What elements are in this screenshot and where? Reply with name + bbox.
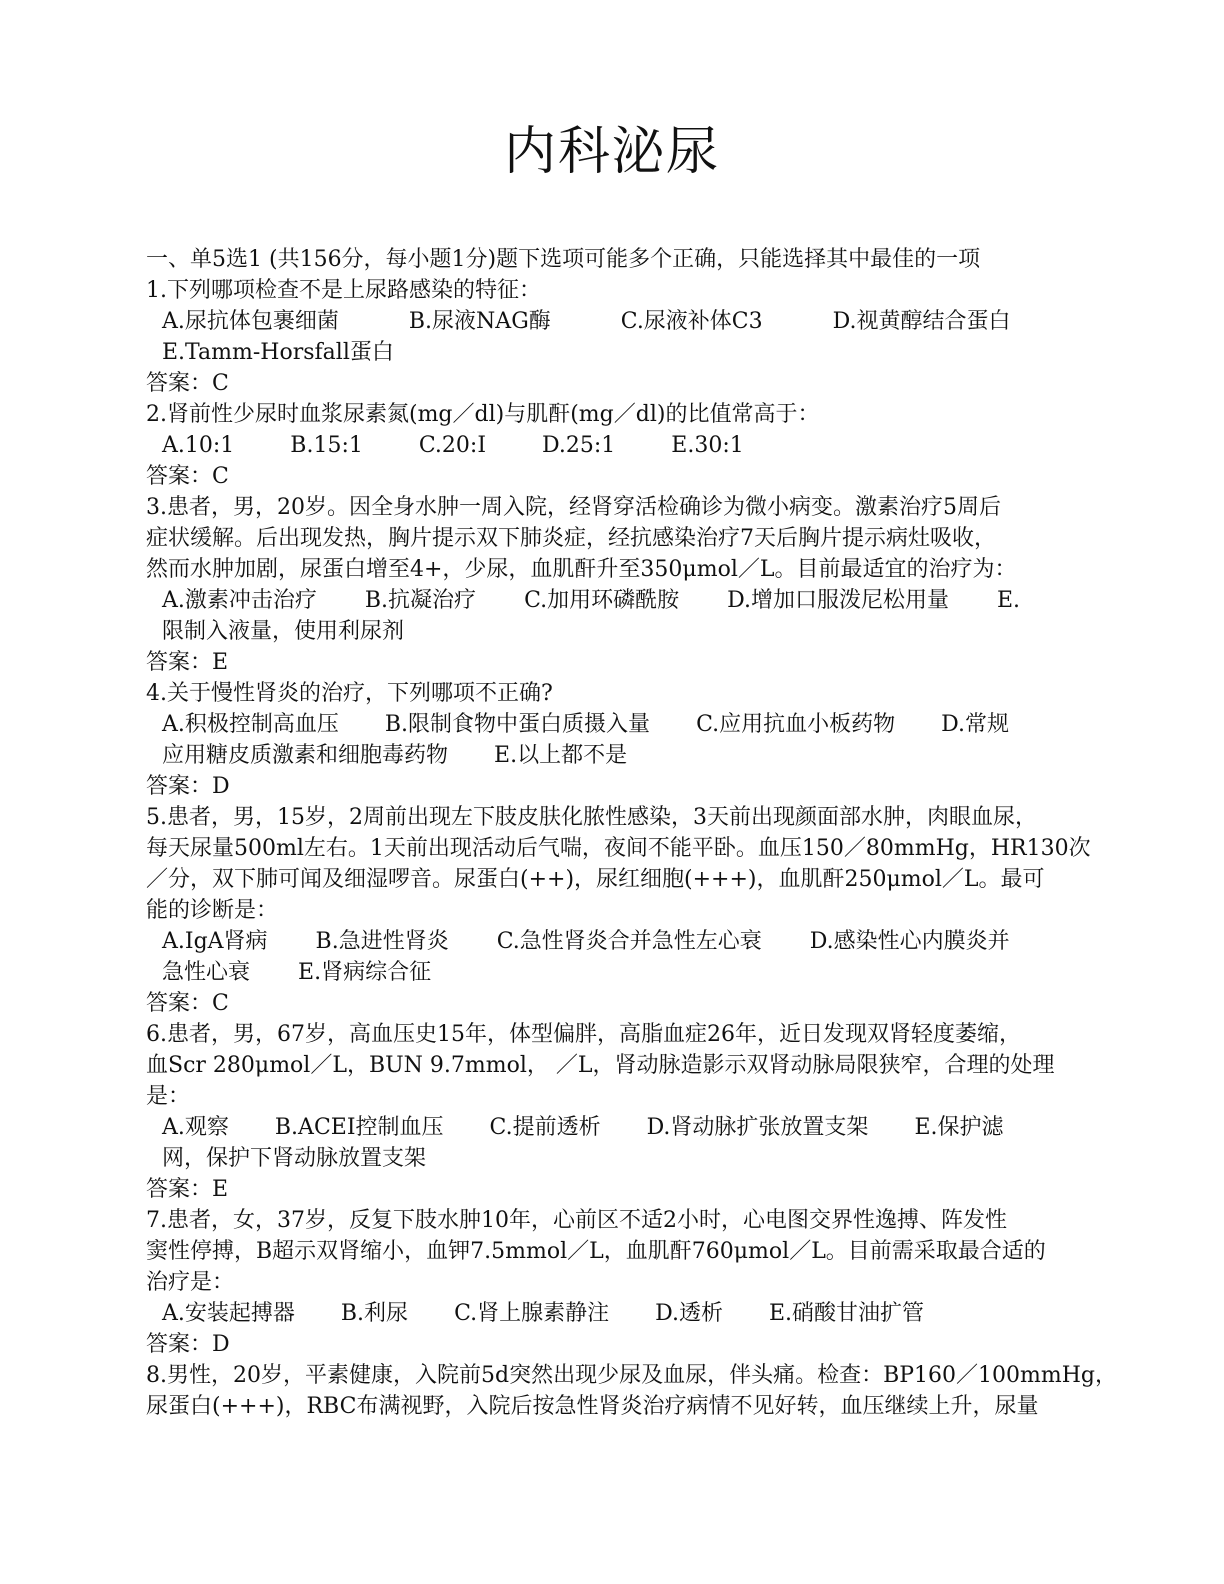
answer-option: E.肾病综合征 (298, 960, 432, 985)
question-stem-line: 6.患者，男，67岁，高血压史15年，体型偏胖，高脂血症26年，近日发现双肾轻度萎缩， (146, 1022, 1021, 1047)
options-line (146, 1112, 1076, 1143)
question-stem-line: 7.患者，女，37岁，反复下肢水肿10年，心前区不适2小时，心电图交界性逸搏、阵发性 (146, 1208, 1007, 1233)
answer-option: A.10:1 (162, 433, 235, 458)
answer-option: D.增加口服泼尼松用量 (727, 588, 949, 613)
answer-option: B.急进性肾炎 (315, 929, 449, 954)
answer-option: B.利尿 (340, 1301, 409, 1326)
options-line (146, 709, 1076, 740)
answer-option: B.抗凝治疗 (364, 588, 477, 613)
answer-option: A.安装起搏器 (162, 1301, 295, 1326)
answer-option: B.15:1 (290, 433, 363, 458)
answer-option: B.限制食物中蛋白质摄入量 (384, 712, 651, 737)
answer-option: E. (996, 588, 1021, 613)
options-line (146, 337, 1076, 368)
section-header: 一、单5选1 (共156分，每小题1分)题下选项可能多个正确，只能选择其中最佳的一项 (146, 247, 981, 272)
answer-option: E.以上都不是 (494, 743, 628, 768)
answer-option: A.积极控制高血压 (162, 712, 339, 737)
answer-option: A.IgA肾病 (162, 929, 268, 954)
answer-line: 答案：E (146, 1177, 229, 1202)
question-stem-line: 症状缓解。后出现发热，胸片提示双下肺炎症，经抗感染治疗7天后胸片提示病灶吸收， (146, 526, 996, 551)
options-line (146, 1298, 1076, 1329)
answer-option: E.Tamm-Horsfall蛋白 (162, 340, 394, 365)
answer-option: 限制入液量，使用利尿剂 (162, 619, 405, 644)
answer-option: 急性心衰 (162, 960, 251, 985)
answer-option: A.尿抗体包裹细菌 (162, 309, 339, 334)
answer-option: C.20:I (418, 433, 487, 458)
question-stem-line: ／分，双下肺可闻及细湿啰音。尿蛋白(++)，尿红细胞(+++)，血肌酐250μmol／L。最可 (146, 867, 1045, 892)
question-stem-line: 然而水肿加剧，尿蛋白增至4+，少尿，血肌酐升至350μmol／L。目前最适宜的治疗为： (146, 557, 1017, 582)
question-stem-line: 5.患者，男，15岁，2周前出现左下肢皮肤化脓性感染，3天前出现颜面部水肿，肉眼血尿， (146, 805, 1037, 830)
question-stem-line: 是： (146, 1084, 191, 1109)
document-title: 内科泌尿 (503, 122, 720, 182)
answer-option: E.30:1 (671, 433, 744, 458)
question-block (146, 399, 1076, 492)
question-stem-line: 血Scr 280μmol／L，BUN 9.7mmol， ／L，肾动脉造影示双肾动脉局限狭窄，合理的处理 (146, 1053, 1055, 1078)
question-stem-line: 窦性停搏，B超示双肾缩小，血钾7.5mmol／L，血肌酐760μmol／L。目前需采取最合适的 (146, 1239, 1046, 1264)
answer-option: C.提前透析 (489, 1115, 601, 1140)
answer-option: C.尿液补体C3 (620, 309, 763, 334)
answer-option: D.视黄醇结合蛋白 (832, 309, 1011, 334)
answer-option: 应用糖皮质激素和细胞毒药物 (162, 743, 449, 768)
answer-line: 答案：D (146, 1332, 230, 1357)
answer-option: C.应用抗血小板药物 (696, 712, 896, 737)
question-block (146, 678, 1076, 802)
options-line (146, 926, 1076, 957)
question-stem-line: 能的诊断是： (146, 898, 279, 923)
options-line (146, 616, 1076, 647)
answer-option: A.激素冲击治疗 (162, 588, 317, 613)
question-stem-line: 8.男性，20岁，平素健康，入院前5d突然出现少尿及血尿，伴头痛。检查：BP160／100mmHg， (146, 1363, 1118, 1388)
options-line (146, 740, 1076, 771)
answer-option: E.保护滤 (914, 1115, 1004, 1140)
answer-line: 答案：C (146, 371, 229, 396)
question-block (146, 492, 1076, 678)
answer-option: C.急性肾炎合并急性左心衰 (496, 929, 762, 954)
answer-option: A.观察 (162, 1115, 229, 1140)
answer-option: E.硝酸甘油扩管 (768, 1301, 925, 1326)
answer-option: D.常规 (941, 712, 1009, 737)
options-line (146, 585, 1076, 616)
answer-option: C.肾上腺素静注 (454, 1301, 610, 1326)
question-block (146, 802, 1091, 1019)
question-block (146, 1019, 1076, 1205)
options-line (146, 957, 1076, 988)
question-block (146, 275, 1076, 399)
answer-option: B.ACEI控制血压 (274, 1115, 444, 1140)
answer-option: C.加用环磷酰胺 (524, 588, 680, 613)
question-stem-line: 治疗是： (146, 1270, 235, 1295)
question-stem-line: 1.下列哪项检查不是上尿路感染的特征： (146, 278, 541, 303)
document-body (146, 244, 1118, 1422)
question-stem-line: 4.关于慢性肾炎的治疗，下列哪项不正确? (146, 681, 553, 706)
question-block (146, 1205, 1076, 1360)
answer-line: 答案：C (146, 464, 229, 489)
answer-option: D.透析 (655, 1301, 723, 1326)
question-stem-line: 3.患者，男，20岁。因全身水肿一周入院，经肾穿活检确诊为微小病变。激素治疗5周后 (146, 495, 1001, 520)
answer-option: D.25:1 (542, 433, 616, 458)
options-line (146, 430, 1076, 461)
answer-line: 答案：C (146, 991, 229, 1016)
options-line (146, 1143, 1076, 1174)
answer-option: D.肾动脉扩张放置支架 (646, 1115, 869, 1140)
options-line (146, 306, 1076, 337)
answer-line: 答案：D (146, 774, 230, 799)
answer-option: 网，保护下肾动脉放置支架 (162, 1146, 427, 1171)
question-stem-line: 2.肾前性少尿时血浆尿素氮(mg／dl)与肌酐(mg／dl)的比值常高于： (146, 402, 820, 427)
question-stem-line: 每天尿量500ml左右。1天前出现活动后气喘，夜间不能平卧。血压150／80mmHg，HR130次 (146, 836, 1091, 861)
answer-line: 答案：E (146, 650, 229, 675)
answer-option: D.感染性心内膜炎并 (809, 929, 1010, 954)
question-block (146, 1360, 1118, 1422)
question-stem-line: 尿蛋白(+++)，RBC布满视野，入院后按急性肾炎治疗病情不见好转，血压继续上升，尿量 (146, 1394, 1039, 1419)
answer-option: B.尿液NAG酶 (408, 309, 551, 334)
